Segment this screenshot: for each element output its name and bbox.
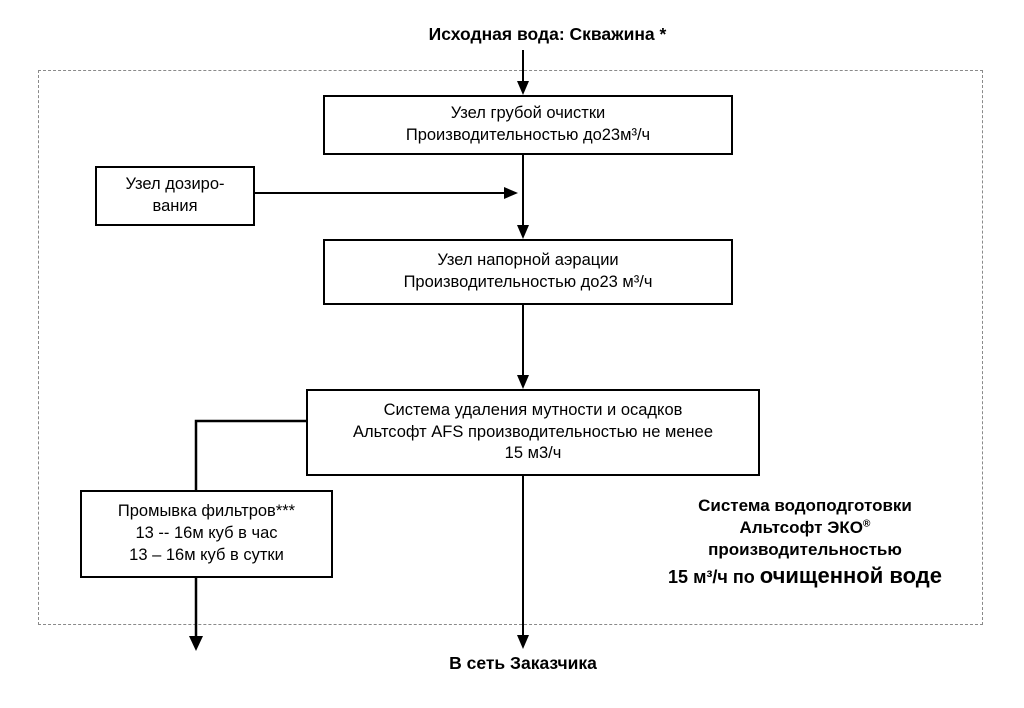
capacity-value: 15 м³/ч по	[668, 567, 760, 588]
source-water-title: Исходная вода: Скважина *	[428, 24, 667, 44]
node-turbidity-removal	[306, 389, 760, 476]
note-line	[645, 562, 965, 591]
node-line: 15 м3/ч	[504, 444, 562, 463]
node-line: Система удаления мутности и осадков	[383, 400, 683, 419]
node-pressure-aeration	[323, 239, 733, 305]
node-line: Узел дозиро-	[125, 175, 225, 194]
arrow-down-icon	[189, 636, 203, 651]
node-line: Альтсофт AFS производительностью не менее	[353, 422, 713, 441]
purified-water-emphasis: очищенной воде	[759, 563, 942, 589]
brand-name: Альтсофт ЭКО	[739, 518, 863, 538]
note-line: Система водоподготовки	[698, 496, 912, 515]
node-line: 13 -- 16м куб в час	[135, 524, 278, 543]
note-line: производительностью	[708, 540, 902, 560]
node-filter-backwash	[80, 490, 333, 578]
registered-trademark-icon: ®	[862, 518, 871, 530]
node-line: вания	[152, 197, 198, 215]
arrow-down-icon	[517, 635, 529, 649]
node-line: Узел напорной аэрации	[437, 251, 619, 270]
customer-network-label: В сеть Заказчика	[449, 653, 597, 673]
node-line: 13 – 16м куб в сутки	[129, 545, 284, 564]
note-line	[645, 517, 965, 539]
system-summary-note	[645, 495, 965, 591]
node-line: Узел грубой очистки	[450, 104, 606, 123]
node-line: Производительностью до23 м³/ч	[403, 273, 653, 291]
node-line: Производительностью до23м³/ч	[405, 126, 651, 144]
node-dosing-unit	[95, 166, 255, 226]
node-line: Промывка фильтров***	[117, 502, 296, 521]
node-coarse-filtering	[323, 95, 733, 155]
